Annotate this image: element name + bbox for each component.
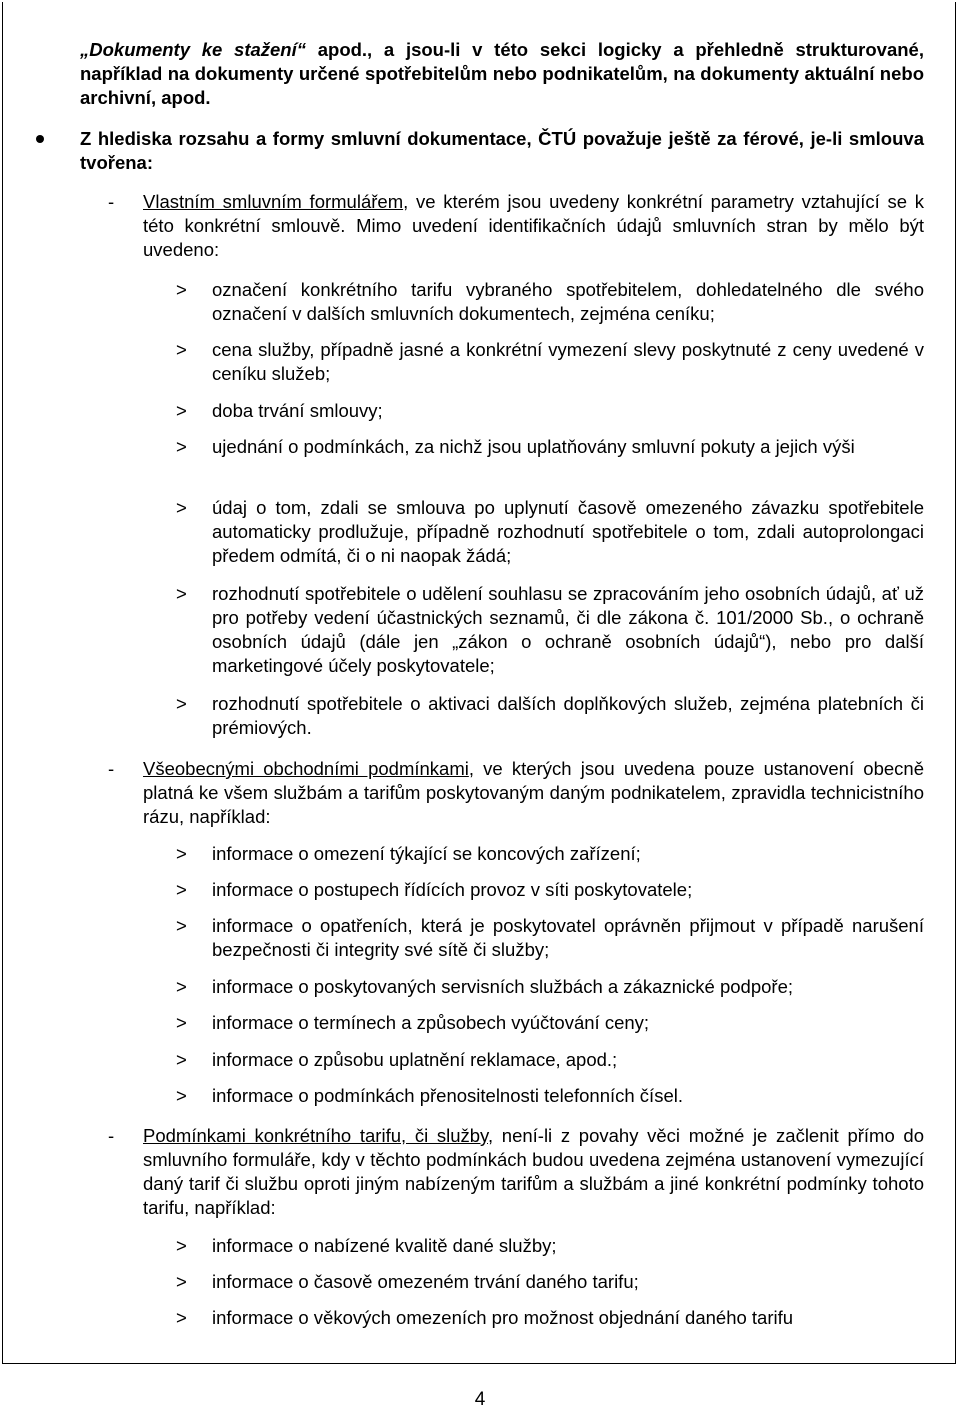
list-item-text: cena služby, případně jasné a konkrétní vymezení slevy poskytnuté z ceny uvedené v ceníku služeb; (212, 339, 924, 384)
arrow-marker-icon: > (176, 1085, 187, 1106)
section-1-body: , ve kterém jsou uvedeny konkrétní parametry vztahující se k této konkrétní smlouvě. Mimo uvedení identifikačních údajů smluvních stran by mělo být uvedeno: (143, 191, 924, 260)
arrow-marker-icon: > (176, 339, 187, 360)
arrow-marker-icon: > (176, 497, 187, 518)
section-3-body: , není-li z povahy věci možné je začlenit přímo do smluvního formuláře, kdy v těchto podmínkách budou uvedena zejména ustanovení vymezující daný tarif či službu oproti jiným nabízeným tarifům a službám a jiné konkrétní podmínky tohoto tarifu, například: (143, 1125, 925, 1218)
list-item-text: informace o časově omezeném trvání daného tarifu; (212, 1271, 639, 1292)
arrow-marker-icon: > (176, 1235, 187, 1256)
intro-paragraph (80, 38, 924, 110)
section-2-body: , ve kterých jsou uvedena pouze ustanovení obecně platná ke všem službám a tarifům poskytovaným daným podnikatelem, zpravidla technicistního rázu, například: (143, 758, 924, 827)
section-1-title: Vlastním smluvním formulářem (143, 191, 404, 212)
arrow-marker-icon: > (176, 879, 187, 900)
arrow-marker-icon: > (176, 976, 187, 997)
section-1-text (143, 190, 924, 262)
bullet-text: Z hlediska rozsahu a formy smluvní dokumentace, ČTÚ považuje ještě za férové, je-li smlouva tvořena: (80, 128, 924, 173)
arrow-marker-icon: > (176, 583, 187, 604)
list-item-text: informace o termínech a způsobech vyúčtování ceny; (212, 1012, 650, 1033)
list-item-text: informace o nabízené kvalitě dané služby; (212, 1235, 557, 1256)
dash-marker: - (108, 1125, 115, 1146)
list-item-text: informace o opatřeních, která je poskytovatel oprávněn přijmout v případě narušení bezpečnosti či integrity své sítě či služby; (212, 915, 924, 960)
arrow-marker-icon: > (176, 1012, 187, 1033)
arrow-marker-icon: > (176, 1271, 187, 1292)
section-2-text (143, 757, 924, 829)
arrow-marker-icon: > (176, 1307, 187, 1328)
list-item-text: rozhodnutí spotřebitele o udělení souhlasu se zpracováním jeho osobních údajů, ať už pro potřeby vedení účastnických seznamů, či dle zákona č. 101/2000 Sb., o ochraně osobních údajů (dále jen „zákon o ochraně osobních údajů“), nebo pro další marketingové účely poskytovatele; (212, 583, 924, 676)
page-number: 4 (474, 1389, 486, 1410)
list-item-text: informace o věkových omezeních pro možnost objednání daného tarifu (212, 1307, 794, 1328)
list-item-text: rozhodnutí spotřebitele o aktivaci dalších doplňkových služeb, zejména platebních či prémiových. (212, 693, 924, 738)
section-3-title: Podmínkami konkrétního tarifu, či služby (143, 1125, 488, 1146)
list-item-text: ujednání o podmínkách, za nichž jsou uplatňovány smluvní pokuty a jejich výši (212, 436, 855, 457)
list-item-text: informace o způsobu uplatnění reklamace, apod.; (212, 1049, 618, 1070)
arrow-marker-icon: > (176, 915, 187, 936)
list-item-text: údaj o tom, zdali se smlouva po uplynutí časově omezeného závazku spotřebitele automaticky prodlužuje, případně rozhodnutí spotřebitele o tom, zdali autoprolongaci předem odmítá, či o ni naopak žádá; (212, 497, 924, 566)
section-3-text (143, 1124, 924, 1220)
arrow-marker-icon: > (176, 843, 187, 864)
arrow-marker-icon: > (176, 1049, 187, 1070)
dash-marker: - (108, 758, 115, 779)
intro-text: apod., a jsou-li v této sekci logicky a přehledně strukturované, například na dokumenty určené spotřebitelům nebo podnikatelům, na dokumenty aktuální nebo archivní, apod. (80, 39, 924, 108)
bullet-dot-icon (36, 135, 44, 143)
list-item-text: označení konkrétního tarifu vybraného spotřebitelem, dohledatelného dle svého označení v dalších smluvních dokumentech, zejména ceníku; (212, 279, 924, 324)
list-item-text: informace o postupech řídících provoz v síti poskytovatele; (212, 879, 693, 900)
arrow-marker-icon: > (176, 693, 187, 714)
list-item-text: informace o omezení týkající se koncových zařízení; (212, 843, 641, 864)
arrow-marker-icon: > (176, 400, 187, 421)
list-item-text: informace o poskytovaných servisních službách a zákaznické podpoře; (212, 976, 793, 997)
intro-italic-lead: „Dokumenty ke stažení“ (80, 39, 306, 60)
list-item-text: doba trvání smlouvy; (212, 400, 383, 421)
dash-marker: - (108, 191, 115, 212)
arrow-marker-icon: > (176, 279, 187, 300)
list-item-text: informace o podmínkách přenositelnosti telefonních čísel. (212, 1085, 683, 1106)
section-2-title: Všeobecnými obchodními podmínkami (143, 758, 469, 779)
arrow-marker-icon: > (176, 436, 187, 457)
